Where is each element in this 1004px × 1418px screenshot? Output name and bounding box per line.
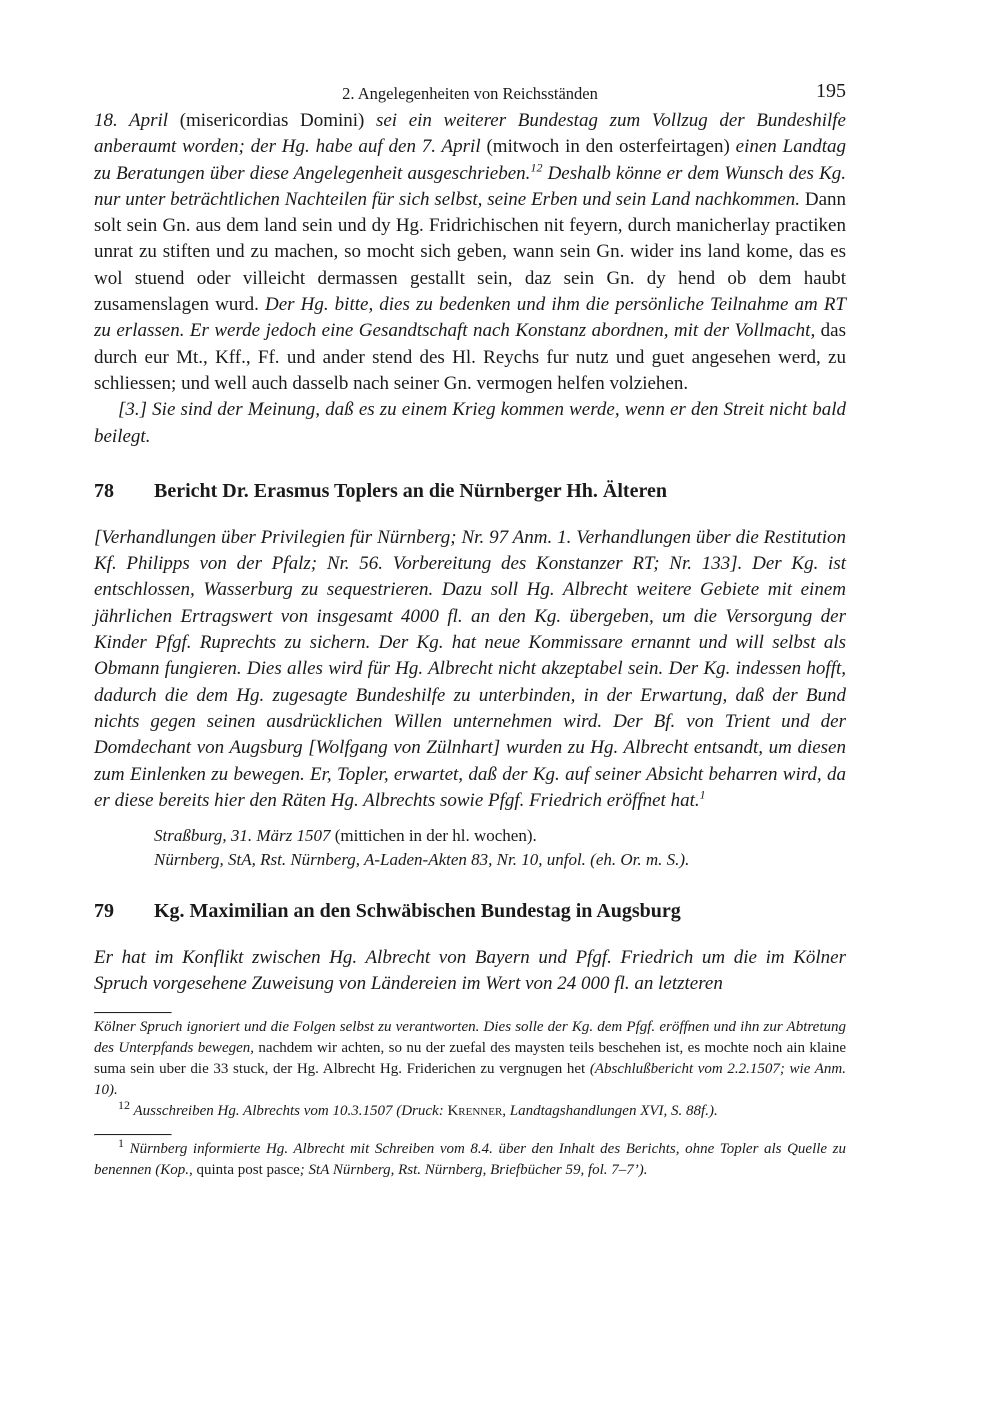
intro-text: sei ein weiterer Bundestag zum Vollzug der Bundeshilfe anberaumt worden; der Hg. habe auf den 7. April — [94, 110, 846, 158]
place-date: Straßburg, 31. März 1507 — [154, 826, 331, 846]
footnote-1 — [94, 1135, 846, 1181]
document-78-heading — [94, 480, 846, 503]
intro-text: 18. April — [94, 110, 169, 131]
footnote-divider — [94, 1012, 172, 1014]
footnote-text: ; StA Nürnberg, Rst. Nürnberg, Briefbücher 59, fol. 7–7’). — [299, 1161, 648, 1178]
footnote-author: Krenner — [447, 1102, 503, 1119]
intro-text: (misericordias Domini) — [168, 110, 376, 131]
intro-paragraph-3: [3.] Sie sind der Meinung, daß es zu einem Krieg kommen werde, wenn er den Streit nicht bald beilegt. — [94, 399, 846, 447]
running-head-title: 2. Angelegenheiten von Reichsständen — [342, 84, 598, 103]
footnotes-document-78 — [94, 1134, 846, 1181]
footnote-number: 1 — [118, 1135, 124, 1150]
intro-text: einen Landtag zu Beratungen über diese Angelegenheit ausgeschrieben. — [94, 136, 846, 184]
document-page — [94, 78, 846, 1181]
document-78-dating — [94, 824, 846, 872]
document-79-heading — [94, 900, 846, 923]
document-78-number: 78 — [94, 479, 114, 502]
archival-source: Nürnberg, StA, Rst. Nürnberg, A-Laden-Akten 83, Nr. 10, unfol. (eh. Or. m. S.). — [154, 850, 690, 870]
document-79-title: Kg. Maximilian an den Schwäbischen Bundestag in Augsburg — [154, 900, 681, 923]
footnotes-previous — [94, 1012, 846, 1122]
footnote-text: Nürnberg informierte Hg. Albrecht mit Schreiben vom 8.4. über den Inhalt des Berichts, ohne Topler als Quelle zu benennen (Kop., — [94, 1140, 846, 1178]
intro-text: Deshalb könne er dem Wunsch des Kg. nur unter beträchtlichen Nachteilen für sich selbst, seine Erben und sein Land nachkommen. — [94, 162, 847, 210]
document-78-title: Bericht Dr. Erasmus Toplers an die Nürnberger Hh. Älteren — [154, 479, 667, 502]
intro-text: das durch eur Mt., Kff., Ff. und ander stend des Hl. Reychs fur nutz und guet angesehen werd, zu schliessen; und well auch dasselb nach seiner Gn. vermogen helfen volziehen. — [94, 320, 847, 394]
footnote-text: nachdem wir achten, so nu der zuefal des maysten teils beschehen ist, es mochte noch ain klaine suma sein uber die 33 stuck, der Hg. Albrecht Hg. Friderichen zu vergnugen het — [94, 1039, 846, 1077]
footnote-ref-12[interactable]: 12 — [530, 160, 543, 175]
place-date-line — [154, 824, 846, 848]
footnote-text: quinta post pasce — [192, 1161, 300, 1178]
document-79-number: 79 — [94, 900, 114, 923]
footnote-text: , Landtagshandlungen XVI, S. 88f.). — [502, 1102, 718, 1119]
intro-paragraph — [94, 108, 846, 397]
document-79-regest: Er hat im Konflikt zwischen Hg. Albrecht von Bayern und Pfgf. Friedrich um die im Kölner Spruch vorgesehene Zuweisung von Ländereien im Wert von 24 000 fl. an letzteren — [94, 947, 846, 995]
footnote-12 — [94, 1097, 846, 1122]
footnote-text: Kölner Spruch ignoriert und die Folgen selbst zu verantworten. Dies solle der Kg. dem Pfgf. eröffnen und ihn zur Abtretung des Unterpfands bewegen, — [94, 1018, 846, 1056]
footnote-text: (Abschlußbericht vom 2.2.1507; wie Anm. 10). — [94, 1060, 846, 1098]
intro-text: Der Hg. bitte, dies zu bedenken und ihm die persönliche Teilnahme am RT zu erlassen. Er werde jedoch eine Gesandtschaft nach Konstanz abordnen, mit der Vollmacht, — [94, 294, 846, 342]
intro-text: (mitwoch in den osterfeirtagen) — [480, 136, 736, 158]
intro-text: Dann solt sein Gn. aus dem land sein und dy Hg. Fridrichischen nit feyern, durch manicherlay practiken unrat zu stiften und zu machen, so mocht sich geben, wann sein Gn. wider ins land kome, das es wol stuend oder villeicht dermassen gestallt sein, daz sein Gn. dy hend ob dem haubt zusamenslagen wurd. — [94, 188, 847, 316]
document-78-regest — [94, 525, 846, 814]
page-number: 195 — [816, 80, 846, 102]
footnote-continued — [94, 1017, 846, 1101]
footnote-divider — [94, 1134, 172, 1136]
place-date-original: (mittichen in der hl. wochen). — [330, 826, 537, 846]
running-head — [94, 78, 846, 108]
regest-text: [Verhandlungen über Privilegien für Nürnberg; Nr. 97 Anm. 1. Verhandlungen über die Restitution Kf. Philipps von der Pfalz; Nr. 56. Vorbereitung des Konstanzer RT; Nr. 133]. Der Kg. ist entschlossen, Wasserburg zu sequestrieren. Dazu soll Hg. Albrecht weitere Gebiete mit einem jährlichen Ertragswert von insgesamt 4000 fl. an den Kg. übergeben, um die Versorgung der Kinder Pfgf. Ruprechts zu sichern. Der Kg. hat neue Kommissare ernannt und will selbst als Obmann fungieren. Dies alles wird für Hg. Albrecht nicht akzeptabel sein. Der Kg. indessen hofft, dadurch die dem Hg. zugesagte Bundeshilfe zu unterbinden, in der Erwartung, daß der Bund nichts gegen seinen ausdrücklichen Willen unternehmen wird. Der Bf. von Trient und der Domdechant von Augsburg [Wolfgang von Zülnhart] wurden zu Hg. Albrecht entsandt, um diesen zum Einlenken zu bewegen. Er, Topler, erwartet, daß der Kg. auf seiner Absicht beharren wird, da er diese bereits hier den Räten Hg. Albrechts sowie Pfgf. Friedrich eröffnet hat. — [94, 526, 846, 811]
footnote-ref-1[interactable]: 1 — [699, 787, 706, 802]
footnote-number: 12 — [118, 1097, 130, 1112]
footnote-text: Ausschreiben Hg. Albrechts vom 10.3.1507 (Druck: — [130, 1102, 448, 1119]
